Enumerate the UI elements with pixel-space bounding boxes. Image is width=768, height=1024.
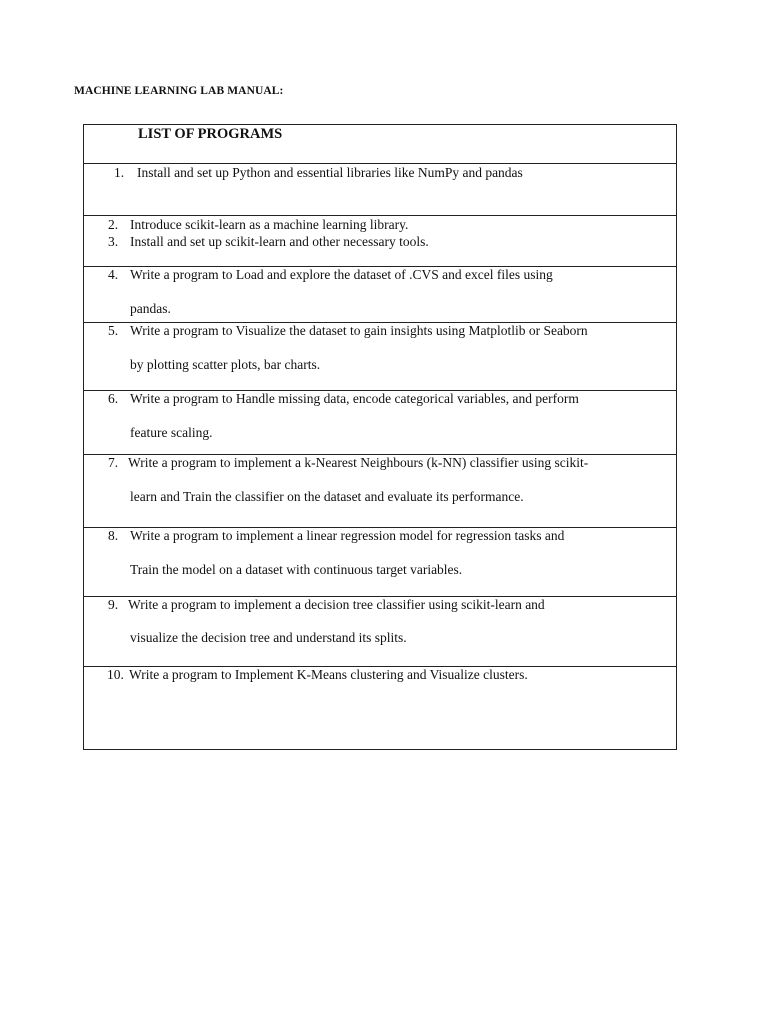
table-row [84,267,676,323]
programs-table [83,124,677,750]
program-text: Install and set up Python and essential libraries like NumPy and pandas [137,165,523,180]
table-row [84,391,676,455]
document-title: MACHINE LEARNING LAB MANUAL: [74,85,284,97]
program-text: Introduce scikit-learn as a machine learning library. [130,217,409,232]
table-row [84,667,676,749]
table-row [84,216,676,267]
program-number: 2. [108,217,119,232]
program-number: 9. [108,597,119,612]
table-header-row [84,125,676,164]
program-text: Write a program to implement a linear regression model for regression tasks and [130,528,565,543]
program-number: 7. [108,455,119,470]
program-text: by plotting scatter plots, bar charts. [130,357,321,372]
program-text: learn and Train the classifier on the dataset and evaluate its performance. [130,489,524,504]
program-text: Install and set up scikit-learn and other necessary tools. [130,234,429,249]
table-row [84,164,676,216]
program-text: Write a program to Handle missing data, encode categorical variables, and perform [130,391,579,406]
table-row [84,597,676,667]
program-number: 4. [108,267,119,282]
program-text: Write a program to Load and explore the dataset of .CVS and excel files using [130,267,553,282]
program-number: 8. [108,528,119,543]
program-number: 5. [108,323,119,338]
program-text: Write a program to implement a k-Nearest Neighbours (k-NN) classifier using scikit- [128,455,589,470]
program-text: Write a program to Implement K-Means clustering and Visualize clusters. [129,667,528,682]
program-text: pandas. [130,301,171,316]
program-text: Write a program to implement a decision tree classifier using scikit-learn and [128,597,545,612]
table-row [84,323,676,391]
table-row [84,528,676,597]
program-text: visualize the decision tree and understand its splits. [130,630,407,645]
program-number: 10. [107,667,124,682]
program-number: 6. [108,391,119,406]
program-text: feature scaling. [130,425,213,440]
program-number: 1. [114,165,125,180]
program-text: Write a program to Visualize the dataset to gain insights using Matplotlib or Seaborn [130,323,588,338]
table-header: LIST OF PROGRAMS [138,126,283,142]
program-number: 3. [108,234,119,249]
program-text: Train the model on a dataset with continuous target variables. [130,562,463,577]
table-row [84,455,676,528]
